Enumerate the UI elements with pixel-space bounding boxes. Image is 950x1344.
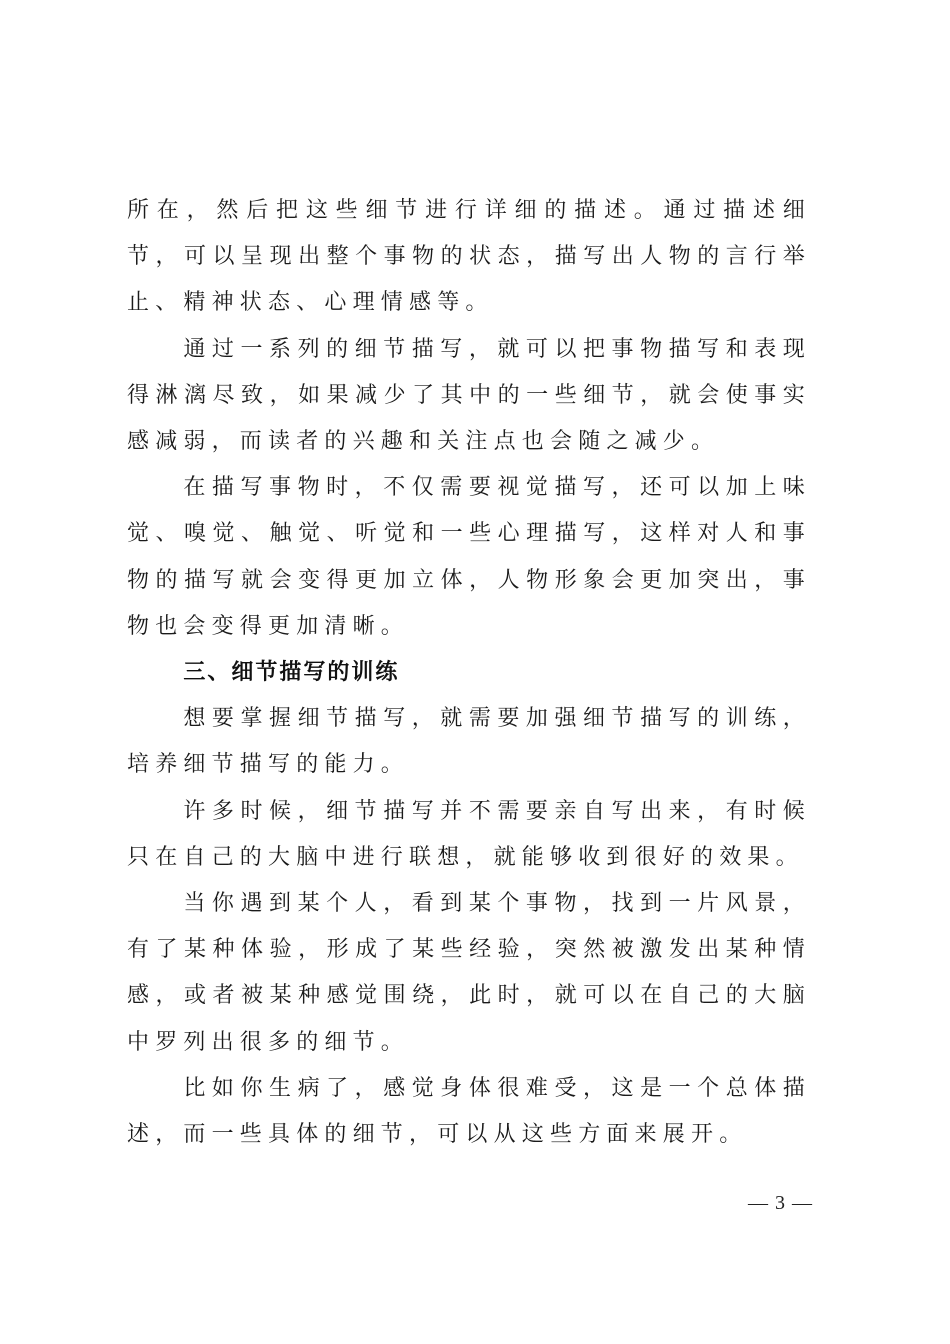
paragraph-continuation: 所在，然后把这些细节进行详细的描述。通过描述细节，可以呈现出整个事物的状态，描写出人物的言行举止、精神状态、心理情感等。 xyxy=(127,198,811,316)
paragraph: 通过一系列的细节描写，就可以把事物描写和表现得淋漓尽致，如果减少了其中的一些细节，就会使事实感减弱，而读者的兴趣和关注点也会随之减少。 xyxy=(127,336,811,455)
page-number: — 3 — xyxy=(748,1192,813,1214)
paragraph: 想要掌握细节描写，就需要加强细节描写的训练，培养细节描写的能力。 xyxy=(127,706,811,778)
paragraph: 在描写事物时，不仅需要视觉描写，还可以加上味觉、嗅觉、触觉、听觉和一些心理描写，这样对人和事物的描写就会变得更加立体，人物形象会更加突出，事物也会变得更加清晰。 xyxy=(127,475,811,639)
paragraph: 比如你生病了，感觉身体很难受，这是一个总体描述，而一些具体的细节，可以从这些方面来展开。 xyxy=(127,1075,811,1148)
section-heading: 三、细节描写的训练 xyxy=(183,660,400,686)
paragraph: 当你遇到某个人，看到某个事物，找到一片风景，有了某种体验，形成了某些经验，突然被激发出某种情感，或者被某种感觉围绕，此时，就可以在自己的大脑中罗列出很多的细节。 xyxy=(127,891,811,1055)
body-text xyxy=(127,188,811,1158)
paragraph: 许多时候，细节描写并不需要亲自写出来，有时候只在自己的大脑中进行联想，就能够收到很好的效果。 xyxy=(127,798,811,870)
